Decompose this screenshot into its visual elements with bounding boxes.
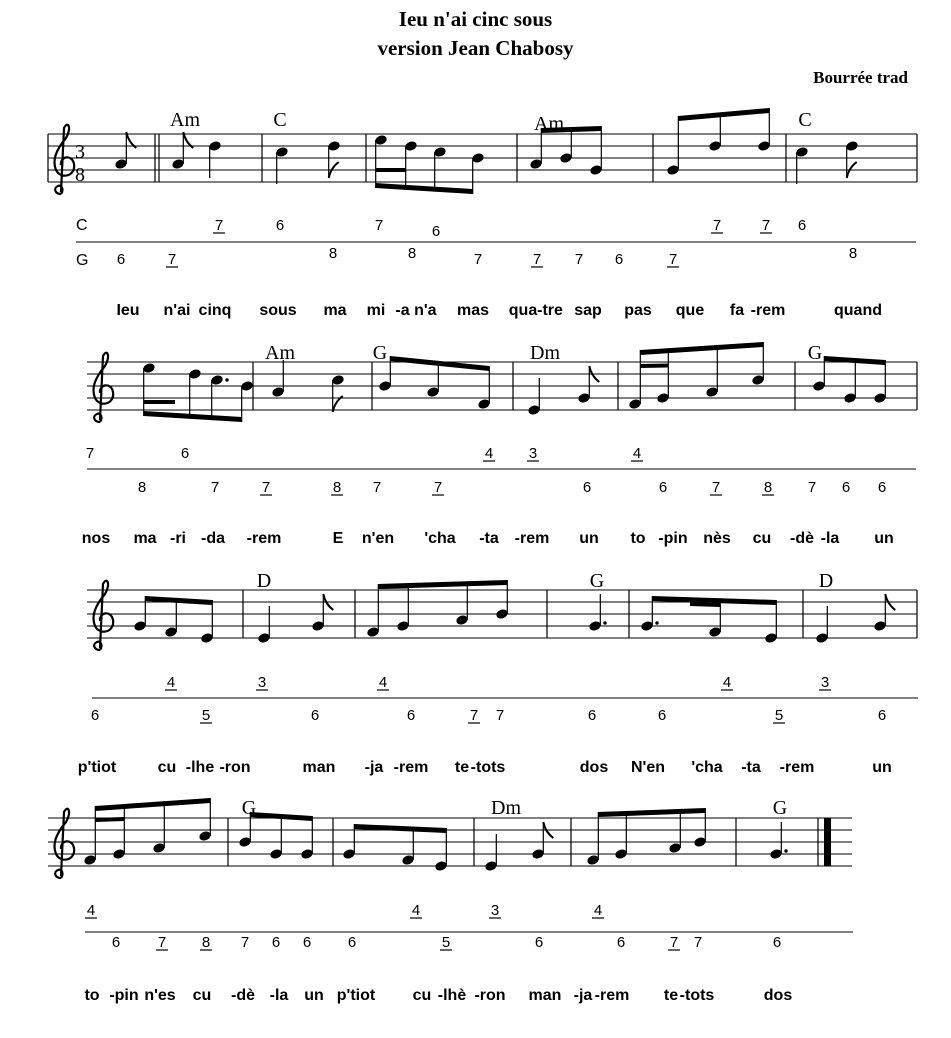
tab-top-number: 4	[722, 674, 732, 691]
tab-top-number: 6	[431, 223, 441, 240]
tab-top-number: 4	[411, 902, 421, 919]
lyric-syllable: -ri	[170, 530, 186, 547]
lyric-syllable: -ron	[219, 759, 251, 776]
lyric-syllable: man	[302, 759, 336, 776]
lyric-syllable: p'tiot	[77, 759, 117, 776]
tab-bottom-number: 8	[332, 479, 342, 496]
lyric-syllable: -rem	[750, 302, 786, 319]
tab-top-number: 7	[761, 217, 771, 234]
tab-bottom-number: 7	[473, 251, 483, 268]
lyric-syllable: nès	[703, 530, 731, 547]
tab-bottom-number: 6	[302, 934, 312, 951]
tab-top-number: 7	[214, 217, 224, 234]
lyric-syllable: -tots	[470, 759, 506, 776]
lyric-syllable: -pin	[658, 530, 688, 547]
lyric-syllable: -rem	[779, 759, 815, 776]
treble-clef-icon	[93, 581, 113, 650]
tab-top-number: 4	[593, 902, 603, 919]
tab-bottom-number: 7	[240, 934, 250, 951]
lyric-syllable: -a n'a	[395, 302, 437, 319]
tab-bottom-number: 6	[841, 479, 851, 496]
augmentation-dot	[784, 849, 787, 852]
composer-credit: Bourrée trad	[813, 68, 908, 87]
tab-bottom-number: 7	[210, 479, 220, 496]
tab-bottom-number: 6	[582, 479, 592, 496]
lyric-syllable: cinq	[198, 302, 232, 319]
beam	[95, 819, 124, 820]
lyric-syllable: -lhè	[437, 987, 467, 1004]
tab-bottom-number: 6	[90, 707, 100, 724]
beam	[640, 342, 763, 355]
chord-symbol: C	[273, 109, 287, 131]
tab-bottom-number: 5	[201, 707, 211, 724]
tab-bottom-number: 5	[774, 707, 784, 724]
tab-bottom-number: 6	[658, 479, 668, 496]
tab-row-label-g: G	[76, 252, 89, 269]
tab-bottom-number: 6	[587, 707, 597, 724]
lyric-syllable: un	[874, 530, 894, 547]
tab-top-number: 7	[374, 217, 384, 234]
beam	[640, 366, 668, 367]
lyric-syllable: dos	[763, 987, 793, 1004]
tab-bottom-number: 7	[469, 707, 479, 724]
tab-bottom-number: 6	[534, 934, 544, 951]
lyric-syllable: nos	[81, 530, 111, 547]
lyric-syllable: pas	[624, 302, 652, 319]
tab-top-number: 3	[820, 674, 830, 691]
lyric-syllable: -tre	[537, 302, 563, 319]
lyric-syllable: man	[528, 987, 562, 1004]
lyric-syllable: -ron	[474, 987, 506, 1004]
lyric-syllable: un	[872, 759, 892, 776]
lyric-syllable: -dè	[231, 987, 255, 1004]
chord-symbol: G	[241, 797, 257, 819]
tab-bottom-number: 7	[711, 479, 721, 496]
treble-clef-icon	[93, 353, 113, 422]
lyric-syllable: p'tiot	[336, 987, 376, 1004]
lyric-syllable: E	[332, 530, 344, 547]
tab-bottom-number: 6	[310, 707, 320, 724]
lyric-syllable: cu	[157, 759, 177, 776]
tab-bottom-number: 7	[693, 934, 703, 951]
lyric-syllable: que	[675, 302, 705, 319]
lyric-syllable: te	[663, 987, 679, 1004]
tab-bottom-number: 6	[271, 934, 281, 951]
lyric-syllable: Ieu	[116, 302, 140, 319]
tab-top-number: 6	[275, 217, 285, 234]
beam	[354, 824, 446, 833]
lyric-syllable: dos	[579, 759, 609, 776]
tab-top-number: 7	[712, 217, 722, 234]
augmentation-dot	[655, 621, 658, 624]
lyric-syllable: n'es	[144, 987, 176, 1004]
tab-bottom-number: 6	[347, 934, 357, 951]
tab-top-number: 4	[484, 445, 494, 462]
page-title: Ieu n'ai cinc sous	[398, 7, 553, 31]
lyric-syllable: mas	[456, 302, 490, 319]
tab-bottom-number: 8	[137, 479, 147, 496]
tab-bottom-number: 7	[574, 251, 584, 268]
tab-row-label-c: C	[76, 217, 88, 234]
tab-bottom-number: 6	[877, 479, 887, 496]
tab-bottom-number: 6	[772, 934, 782, 951]
beam	[378, 587, 408, 588]
tab-top-number: 4	[378, 674, 388, 691]
lyric-syllable: -la	[820, 530, 840, 547]
tab-bottom-number: 8	[328, 245, 338, 262]
lyric-syllable: 'cha	[424, 530, 456, 547]
tab-top-number: 6	[797, 217, 807, 234]
lyric-syllable: 'cha	[691, 759, 723, 776]
tab-top-number: 3	[257, 674, 267, 691]
beam	[390, 356, 489, 371]
lyric-syllable: N'en	[630, 759, 666, 776]
tab-bottom-number: 7	[261, 479, 271, 496]
page-subtitle: version Jean Chabosy	[377, 36, 574, 60]
lyric-syllable: n'ai	[163, 302, 191, 319]
tab-top-number: 3	[528, 445, 538, 462]
lyric-syllable: to	[84, 987, 100, 1004]
tab-bottom-number: 6	[616, 934, 626, 951]
lyric-syllable: -rem	[514, 530, 550, 547]
tab-bottom-number: 7	[372, 479, 382, 496]
tab-bottom-number: 8	[201, 934, 211, 951]
lyric-syllable: fa	[729, 302, 745, 319]
augmentation-dot	[603, 621, 606, 624]
lyric-syllable: ma	[323, 302, 347, 319]
tab-bottom-number: 6	[657, 707, 667, 724]
tab-bottom-number: 8	[848, 245, 858, 262]
lyric-syllable: cu	[752, 530, 772, 547]
lyric-syllable: -ja	[364, 759, 384, 776]
chord-symbol: G	[772, 797, 788, 819]
beam	[145, 596, 212, 605]
tab-bottom-number: 8	[763, 479, 773, 496]
final-barline	[824, 818, 831, 866]
lyric-syllable: un	[304, 987, 324, 1004]
lyric-syllable: -pin	[109, 987, 139, 1004]
lyric-syllable: -ja	[573, 987, 593, 1004]
tab-bottom-number: 7	[167, 251, 177, 268]
beam	[144, 411, 242, 422]
tab-bottom-number: 5	[441, 934, 451, 951]
tab-top-number: 4	[86, 902, 96, 919]
lyric-syllable: -rem	[393, 759, 429, 776]
tab-bottom-number: 7	[495, 707, 505, 724]
tab-bottom-number: 7	[433, 479, 443, 496]
time-signature-denominator: 8	[75, 164, 85, 186]
tab-bottom-number: 7	[532, 251, 542, 268]
tab-top-number: 4	[632, 445, 642, 462]
lyric-syllable: -tots	[679, 987, 715, 1004]
beam	[690, 604, 720, 605]
tab-bottom-number: 6	[877, 707, 887, 724]
lyric-syllable: -lhe	[185, 759, 215, 776]
tab-bottom-number: 6	[614, 251, 624, 268]
chord-symbol: G	[372, 342, 388, 364]
chord-symbol: G	[807, 342, 823, 364]
tab-bottom-number: 8	[407, 245, 417, 262]
lyric-syllable: -da	[201, 530, 225, 547]
lyric-syllable: cu	[412, 987, 432, 1004]
tab-bottom-number: 7	[668, 251, 678, 268]
lyric-syllable: -ta	[479, 530, 499, 547]
chord-symbol: Dm	[530, 342, 560, 364]
treble-clef-icon	[54, 125, 74, 194]
chord-symbol: C	[798, 109, 812, 131]
lyric-syllable: te	[454, 759, 470, 776]
tab-top-number: 3	[490, 902, 500, 919]
lyric-syllable: to	[630, 530, 646, 547]
lyric-syllable: cu	[192, 987, 212, 1004]
beam	[678, 108, 769, 121]
lyric-syllable: ma	[133, 530, 157, 547]
lyric-syllable: -rem	[246, 530, 282, 547]
time-signature-numerator: 3	[75, 141, 85, 163]
chord-symbol: Am	[534, 113, 564, 135]
lyric-syllable: mi	[366, 302, 386, 319]
lyric-syllable: -dè	[790, 530, 814, 547]
chord-symbol: Dm	[491, 797, 521, 819]
lyric-syllable: -rem	[594, 987, 630, 1004]
tab-bottom-number: 6	[116, 251, 126, 268]
tab-bottom-number: 7	[669, 934, 679, 951]
lyric-syllable: sap	[574, 302, 602, 319]
tab-bottom-number: 7	[807, 479, 817, 496]
chord-symbol: G	[589, 570, 605, 592]
beam	[95, 798, 210, 811]
tab-bottom-number: 6	[406, 707, 416, 724]
chord-symbol: D	[256, 570, 272, 592]
tab-top-number: 6	[180, 445, 190, 462]
tab-bottom-number: 6	[111, 934, 121, 951]
tab-top-number: 7	[85, 445, 95, 462]
tab-top-number: 4	[166, 674, 176, 691]
lyric-syllable: -la	[269, 987, 289, 1004]
beam	[376, 183, 473, 194]
beam	[598, 814, 627, 815]
augmentation-dot	[225, 378, 228, 381]
lyric-syllable: sous	[259, 302, 297, 319]
lyric-syllable: qua	[508, 302, 538, 319]
chord-symbol: Am	[265, 342, 295, 364]
treble-clef-icon	[54, 809, 74, 878]
chord-symbol: D	[818, 570, 834, 592]
chord-symbol: Am	[170, 109, 200, 131]
lyric-syllable: quand	[834, 302, 882, 319]
lyric-syllable: n'en	[361, 530, 395, 547]
lyric-syllable: un	[579, 530, 599, 547]
lyric-syllable: -ta	[741, 759, 761, 776]
tab-bottom-number: 7	[157, 934, 167, 951]
